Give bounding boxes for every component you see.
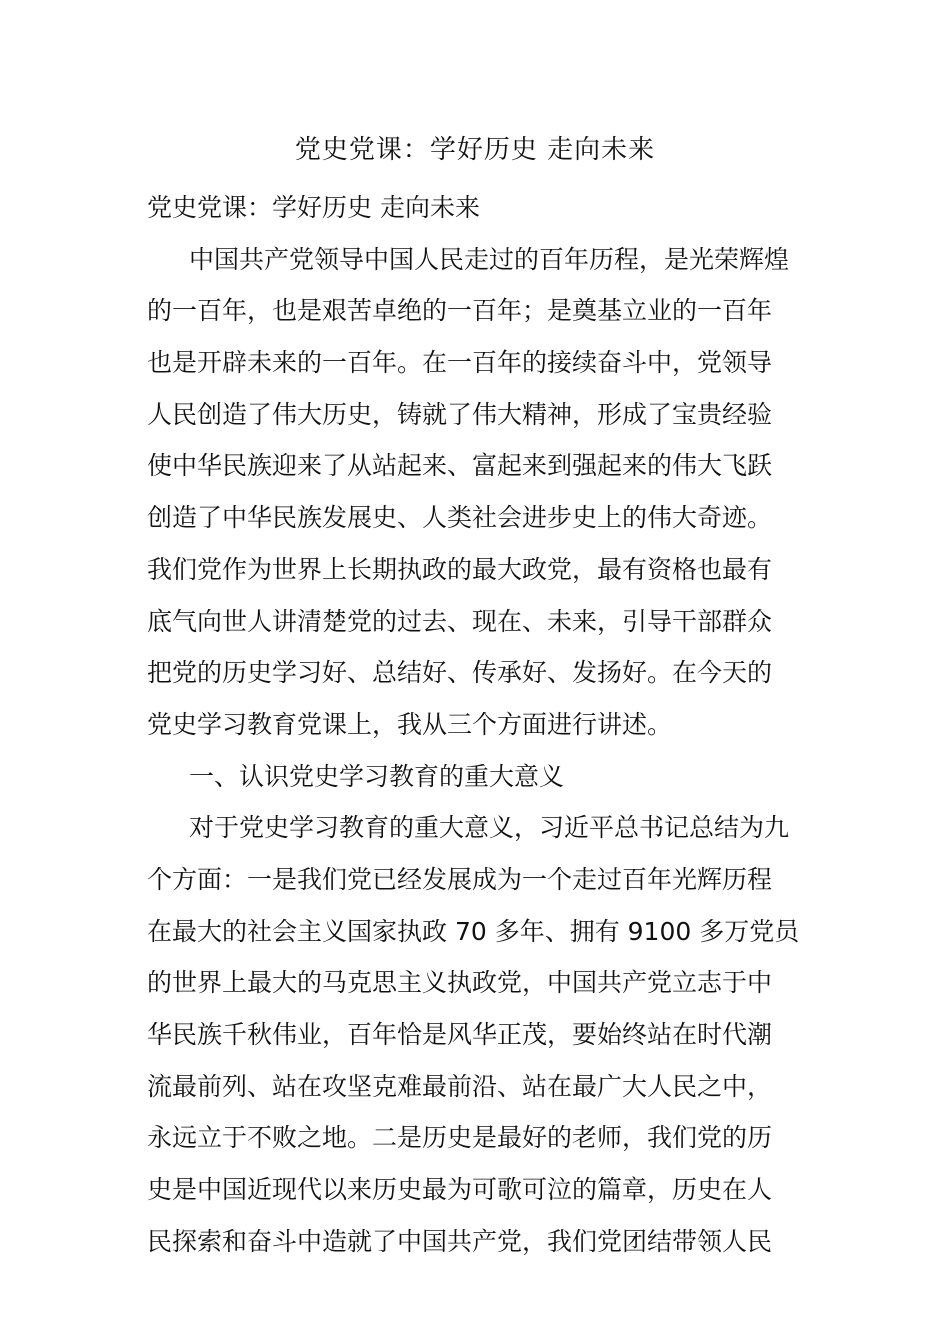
subtitle-line: 党史党课：学好历史 走向未来 bbox=[147, 193, 480, 222]
paragraph-line: 民探索和奋斗中造就了中国共产党，我们党团结带领人民 bbox=[147, 1226, 773, 1256]
paragraph-line: 史是中国近现代以来历史最为可歌可泣的篇章，历史在人 bbox=[147, 1175, 773, 1205]
paragraph-line: 使中华民族迎来了从站起来、富起来到强起来的伟大飞跃 bbox=[147, 451, 773, 481]
paragraph-line: 把党的历史学习好、总结好、传承好、发扬好。在今天的 bbox=[147, 658, 773, 688]
paragraph-line: 底气向世人讲清楚党的过去、现在、未来，引导干部群众 bbox=[147, 606, 773, 636]
document-title: 党史党课：学好历史 走向未来 bbox=[294, 135, 656, 165]
paragraph-line: 永远立于不败之地。二是历史是最好的老师，我们党的历 bbox=[147, 1123, 773, 1153]
section-heading: 一、认识党史学习教育的重大意义 bbox=[189, 761, 565, 791]
paragraph-line: 中国共产党领导中国人民走过的百年历程，是光荣辉煌 bbox=[189, 244, 790, 274]
document-body bbox=[147, 182, 812, 1267]
paragraph-line: 个方面：一是我们党已经发展成为一个走过百年光辉历程 bbox=[147, 864, 773, 894]
paragraph-line: 流最前列、站在攻坚克难最前沿、站在最广大人民之中， bbox=[147, 1071, 773, 1101]
paragraph-line: 党史学习教育党课上，我从三个方面进行讲述。 bbox=[147, 709, 673, 739]
paragraph-line: 人民创造了伟大历史，铸就了伟大精神，形成了宝贵经验 bbox=[147, 399, 773, 429]
paragraph-line: 的世界上最大的马克思主义执政党，中国共产党立志于中 bbox=[147, 968, 773, 998]
paragraph-line: 对于党史学习教育的重大意义，习近平总书记总结为九 bbox=[189, 813, 790, 843]
paragraph-line: 在最大的社会主义国家执政 70 多年、拥有 9100 多万党员 bbox=[147, 916, 800, 946]
paragraph-line: 我们党作为世界上长期执政的最大政党，最有资格也最有 bbox=[147, 554, 773, 584]
paragraph-line: 的一百年，也是艰苦卓绝的一百年；是奠基立业的一百年 bbox=[147, 296, 773, 326]
paragraph-line: 也是开辟未来的一百年。在一百年的接续奋斗中，党领导 bbox=[147, 348, 773, 378]
paragraph-line: 华民族千秋伟业，百年恰是风华正茂，要始终站在时代潮 bbox=[147, 1020, 773, 1049]
paragraph-line: 创造了中华民族发展史、人类社会进步史上的伟大奇迹。 bbox=[147, 503, 773, 533]
